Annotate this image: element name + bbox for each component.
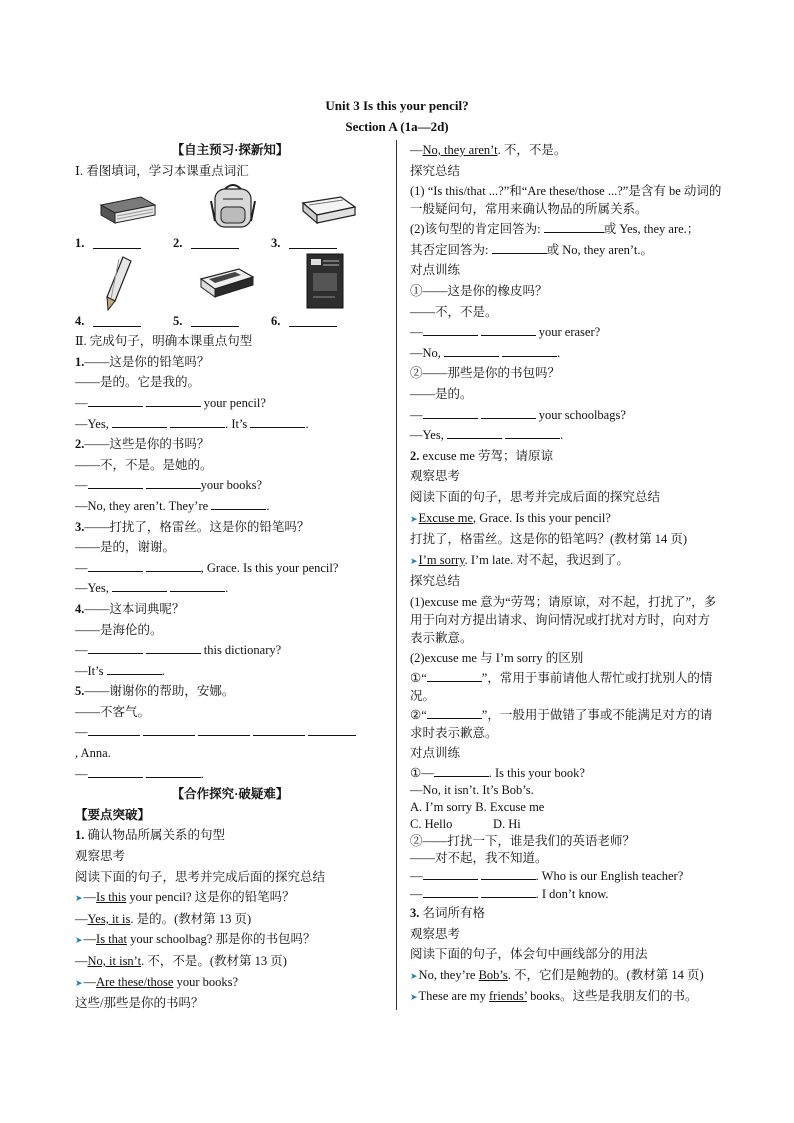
example-translation: 这些/那些是你的书吗？ [75, 996, 204, 1011]
answer-blank[interactable] [88, 641, 143, 654]
answer-blank[interactable] [107, 662, 162, 675]
summary-text: ”，一般用于做错了事或不能满足对方的请求时表示歉意。 [410, 708, 713, 741]
answer-blank[interactable] [146, 476, 201, 489]
answer-blank[interactable] [198, 723, 250, 736]
example-text: Grace. Is this your pencil? [476, 510, 611, 525]
answer-cn: ——是的。它是我的。 [75, 375, 201, 390]
sentence-text: —Yes, [75, 416, 109, 431]
example-text: No, they’re [418, 967, 479, 982]
example-text: . 是的。(教材第 13 页) [130, 911, 252, 926]
question-number: 4. [75, 601, 85, 616]
item-number: 3. [271, 236, 281, 251]
arrow-icon: ➤ [75, 935, 83, 946]
practice-answer: ——是的。 [410, 386, 473, 401]
answer-blank[interactable] [211, 497, 266, 510]
practice-question: ②——打扰一下，谁是我们的英语老师？ [410, 834, 636, 849]
answer-cn: ——不，不是。是她的。 [75, 457, 213, 472]
example-translation: 打扰了，格雷丝。这是你的铅笔吗？(教材第 14 页) [410, 532, 688, 547]
summary-text: (1) “Is this/that ...?”和“Are these/those ...?”是含有 be 动词的一般疑问句，常用来确认物品的所属关系。 [410, 184, 722, 217]
practice-answer: ——不，不是。 [410, 304, 498, 319]
pencil-case-icon [297, 193, 359, 227]
answer-blank[interactable] [308, 723, 356, 736]
answer-blank[interactable] [481, 323, 536, 336]
answer-blank[interactable] [423, 885, 478, 898]
question-cn: ——这本词典呢？ [84, 601, 185, 616]
answer-blank[interactable] [250, 415, 305, 428]
answer-blank[interactable] [191, 236, 239, 249]
answer-cn: ——是海伦的。 [75, 622, 163, 637]
summary-text: 其否定回答为: [410, 242, 489, 257]
summary-text: (2)该句型的肯定回答为: [410, 222, 541, 237]
item-number: 1. [75, 236, 85, 251]
answer-blank[interactable] [88, 765, 143, 778]
answer-row-1 [75, 233, 385, 253]
question-cn: ——这些是你的书吗？ [84, 437, 210, 452]
underlined-text: Is that [96, 932, 127, 947]
arrow-icon: ➤ [75, 977, 83, 988]
instruction: 阅读下面的句子，思考并完成后面的探究总结 [410, 489, 661, 504]
answer-blank[interactable] [88, 559, 143, 572]
answer-blank[interactable] [481, 867, 536, 880]
answer-blank[interactable] [502, 344, 557, 357]
part1-heading: Ⅰ. 看图填词，学习本课重点词汇 [75, 163, 249, 178]
example-text: your schoolbag? 那是你的书包吗？ [126, 932, 316, 947]
answer-blank[interactable] [88, 476, 143, 489]
summary-text: 或 No, they aren’t.。 [546, 242, 653, 257]
underlined-text: No, it isn’t [87, 954, 142, 968]
question-number: 2. [75, 437, 85, 452]
sentence-text: . I don’t know. [535, 887, 609, 902]
answer-cn: ——不客气。 [75, 704, 151, 719]
sentence-text: this dictionary? [203, 643, 282, 658]
sentence-text: . Who is our English teacher? [535, 869, 684, 884]
arrow-icon: ➤ [410, 555, 418, 566]
answer-blank[interactable] [505, 426, 560, 439]
point-number: 3. [410, 906, 420, 921]
arrow-icon: ➤ [410, 991, 418, 1002]
eraser-icon [195, 265, 257, 299]
answer-blank[interactable] [112, 415, 167, 428]
question-cn: ——打扰了，格雷丝。这是你的铅笔吗？ [84, 519, 310, 534]
summary-text: 或 Yes, they are.； [603, 222, 700, 237]
practice-question: . Is this your book? [488, 766, 585, 781]
item-number: 6. [271, 314, 281, 329]
example-text: . I’m late. 对不起，我迟到了。 [464, 552, 629, 567]
underlined-text: Is this [96, 890, 127, 905]
book-icon [97, 191, 157, 227]
question-number: 1. [75, 354, 85, 369]
options-row: A. I’m sorry B. Excuse me [410, 800, 545, 815]
observe-label: 观察思考 [75, 849, 126, 864]
answer-blank[interactable] [289, 236, 337, 249]
answer-blank[interactable] [434, 764, 489, 777]
underlined-text: friends’ [489, 988, 527, 1003]
example-text: your books? [173, 974, 239, 989]
summary-label: 探究总结 [410, 163, 461, 178]
answer-blank[interactable] [191, 314, 239, 327]
instruction: 阅读下面的句子，体会句中画线部分的用法 [410, 947, 648, 962]
sentence-text: —It’s [75, 663, 104, 678]
answer-blank[interactable] [481, 885, 536, 898]
practice-label: 对点训练 [410, 746, 461, 761]
sentence-text: your eraser? [538, 325, 601, 340]
arrow-icon: ➤ [410, 513, 418, 524]
observe-label: 观察思考 [410, 926, 461, 941]
dictionary-icon [305, 253, 345, 309]
example-text: your pencil? 这是你的铅笔吗？ [126, 890, 295, 905]
answer-blank[interactable] [146, 641, 201, 654]
answer-blank[interactable] [93, 314, 141, 327]
answer-blank[interactable] [146, 559, 201, 572]
underlined-text: Excuse me, [418, 510, 477, 525]
column-divider [396, 140, 397, 1010]
summary-text: ”，常用于事前请他人帮忙或打扰别人的情况。 [410, 671, 713, 704]
answer-blank[interactable] [93, 236, 141, 249]
underlined-text: Yes, it is [87, 911, 131, 926]
practice-question: ②——那些是你的书包吗？ [410, 366, 561, 381]
page-subtitle: Section A (1a—2d) [345, 119, 449, 134]
underlined-text: No, they aren’t [422, 143, 498, 157]
answer-row-2 [75, 311, 385, 331]
key-points-heading: 【要点突破】 [75, 807, 151, 822]
answer-blank[interactable] [146, 765, 201, 778]
example-text: . 不，它们是鲍勃的。(教材第 14 页) [507, 967, 704, 982]
example-text: . 不，不是。 [497, 143, 567, 157]
section-heading-explore: 【合作探究·破疑难】 [171, 787, 289, 802]
summary-text: ①“ [410, 671, 427, 686]
sentence-text: —No, [410, 345, 441, 360]
summary-text: ②“ [410, 708, 427, 723]
practice-answer: ——对不起，我不知道。 [410, 851, 548, 866]
underlined-text: Bob’s [478, 967, 508, 982]
section-heading-preview: 【自主预习·探新知】 [171, 143, 289, 157]
underlined-text: Are these/those [96, 974, 174, 989]
answer-blank[interactable] [427, 669, 482, 682]
answer-blank[interactable] [170, 579, 225, 592]
sentence-text: your schoolbags? [538, 407, 626, 422]
point-title: 确认物品所属关系的句型 [87, 828, 226, 843]
answer-blank[interactable] [427, 706, 482, 719]
part2-heading: Ⅱ. 完成句子，明确本课重点句型 [75, 334, 253, 349]
answer-blank[interactable] [88, 394, 143, 407]
sentence-text: —Yes, [410, 428, 444, 443]
point-number: 2. [410, 448, 420, 463]
practice-question: ①— [410, 766, 434, 781]
question-cn: ——这是你的铅笔吗？ [84, 354, 210, 369]
summary-label: 探究总结 [410, 574, 461, 589]
options-row: C. Hello D. Hi [410, 817, 521, 832]
example-text: . 不，不是。(教材第 13 页) [141, 954, 287, 968]
answer-blank[interactable] [289, 314, 337, 327]
summary-text: (1)excuse me 意为“劳驾；请原谅，对不起，打扰了”，多用于向对方提出请求、询问情况或打扰对方时，向对方表示歉意。 [410, 594, 717, 645]
point-number: 1. [75, 828, 85, 843]
answer-blank[interactable] [88, 723, 140, 736]
summary-text: (2)excuse me 与 I’m sorry 的区别 [410, 650, 584, 665]
backpack-icon [207, 181, 259, 231]
sentence-text: your books? [200, 478, 263, 493]
item-number: 2. [173, 236, 183, 251]
question-number: 5. [75, 684, 85, 699]
answer-blank[interactable] [423, 867, 478, 880]
sentence-text: —No, they aren’t. They’re [75, 498, 209, 513]
answer-blank[interactable] [481, 406, 536, 419]
answer-blank[interactable] [544, 220, 604, 233]
answer-blank[interactable] [444, 344, 499, 357]
sentence-text: —Yes, [75, 581, 109, 596]
answer-blank[interactable] [423, 323, 478, 336]
answer-blank[interactable] [423, 406, 478, 419]
item-number: 4. [75, 314, 85, 329]
answer-blank[interactable] [492, 241, 547, 254]
sentence-text: , Grace. Is this your pencil? [200, 560, 339, 575]
example-text: books。这些是我朋友们的书。 [526, 988, 698, 1003]
practice-question: ①——这是你的橡皮吗？ [410, 283, 548, 298]
left-column: 【自主预习·探新知】 Ⅰ. 看图填词，学习本课重点词汇 1. 2. 3. 4. 5. 6. Ⅱ. 完成句子，明确本课重点句型 1.——这是你的铅笔吗？ ——是的。它是我的。 — your pencil? —Yes, . It’s . 2.——这些是你的书吗？ ——不，不是。是她的。 — your books? —No, they aren’t. They’re . 3.——打扰了，格雷丝。这是你的铅笔吗？ ——是的，谢谢。 — , Grace. Is this your pencil? —Yes, . 4.——这本词典呢？ ——是海伦的。 — this dictionary? —It’s . 5.——谢谢你的帮助，安娜。 ——不客气。 — , Anna. — . 【合作探究·破疑难】 【要点突破】 1. 确认物品所属关系的句型 观察思考 阅读下面的句子，思考并完成后面的探究总结 ➤—Is this your pencil? 这是你的铅笔吗？ —Yes, it is. 是的。(教材第 13 页) ➤—Is that your schoolbag? 那是你的书包吗？ —No, it isn’t. 不，不是。(教材第 13 页) ➤—Are these/those your books? 这些/那些是你的书吗？ [75, 140, 385, 1014]
practice-answer: —No, it isn’t. It’s Bob’s. [410, 783, 534, 798]
pencil-icon [103, 255, 133, 311]
answer-blank[interactable] [143, 723, 195, 736]
example-text: These are my [418, 988, 489, 1003]
answer-blank[interactable] [170, 415, 225, 428]
point-title: 名词所有格 [422, 906, 486, 921]
practice-label: 对点训练 [410, 263, 461, 278]
page-title: Unit 3 Is this your pencil? [325, 98, 469, 113]
arrow-icon: ➤ [410, 970, 418, 981]
answer-blank[interactable] [447, 426, 502, 439]
question-cn: ——谢谢你的帮助，安娜。 [84, 684, 235, 699]
answer-blank[interactable] [146, 394, 201, 407]
sentence-text: your pencil? [203, 395, 266, 410]
answer-blank[interactable] [112, 579, 167, 592]
underlined-text: I’m sorry [418, 552, 465, 567]
sentence-text: . It’s [225, 416, 248, 431]
picture-row-2 [75, 253, 385, 311]
arrow-icon: ➤ [75, 893, 83, 904]
point-title: excuse me 劳驾；请原谅 [422, 448, 554, 463]
item-number: 5. [173, 314, 183, 329]
picture-row-1 [75, 181, 385, 233]
answer-blank[interactable] [253, 723, 305, 736]
sentence-text: , Anna. [75, 746, 111, 761]
instruction: 阅读下面的句子，思考并完成后面的探究总结 [75, 869, 326, 884]
right-column: —No, they aren’t. 不，不是。 探究总结 (1) “Is this/that ...?”和“Are these/those ...?”是含有 be 动词的一般疑问句，常用来确认物品的所属关系。 (2)该句型的肯定回答为: 或 Yes, they are.； 其否定回答为: 或 No, they aren’t.。 对点训练 ①——这是你的橡皮吗？ ——不，不是。 — your eraser? —No, . ②——那些是你的书包吗？ ——是的。 — your schoolbags? —Yes, . 2. excuse me 劳驾；请原谅 观察思考 阅读下面的句子，思考并完成后面的探究总结 ➤Excuse me, Grace. Is this your pencil? 打扰了，格雷丝。这是你的铅笔吗？(教材第 14 页) ➤I’m sorry. I’m late. 对不起，我迟到了。 探究总结 (1)excuse me 意为“劳驾；请原谅，对不起，打扰了”，多用于向对方提出请求、询问情况或打扰对方时，向对方表示歉意。 (2)excuse me 与 I’m sorry 的区别 ①“ ”，常用于事前请他人帮忙或打扰别人的情况。 ②“ ”，一般用于做错了事或不能满足对方的请求时表示歉意。 对点训练 ①— . Is this your book? —No, it isn’t. It’s Bob’s. A. I’m sorry B. Excuse me C. Hello D. Hi ②——打扰一下，谁是我们的英语老师？ ——对不起，我不知道。 — . Who is our English teacher? — . I don’t know. 3. 名词所有格 观察思考 阅读下面的句子，体会句中画线部分的用法 ➤No, they’re Bob’s. 不，它们是鲍勃的。(教材第 14 页) ➤These are my friends’ books。这些是我朋友们的书。 [410, 143, 722, 1003]
question-number: 3. [75, 519, 85, 534]
answer-cn: ——是的，谢谢。 [75, 540, 176, 555]
observe-label: 观察思考 [410, 469, 461, 484]
